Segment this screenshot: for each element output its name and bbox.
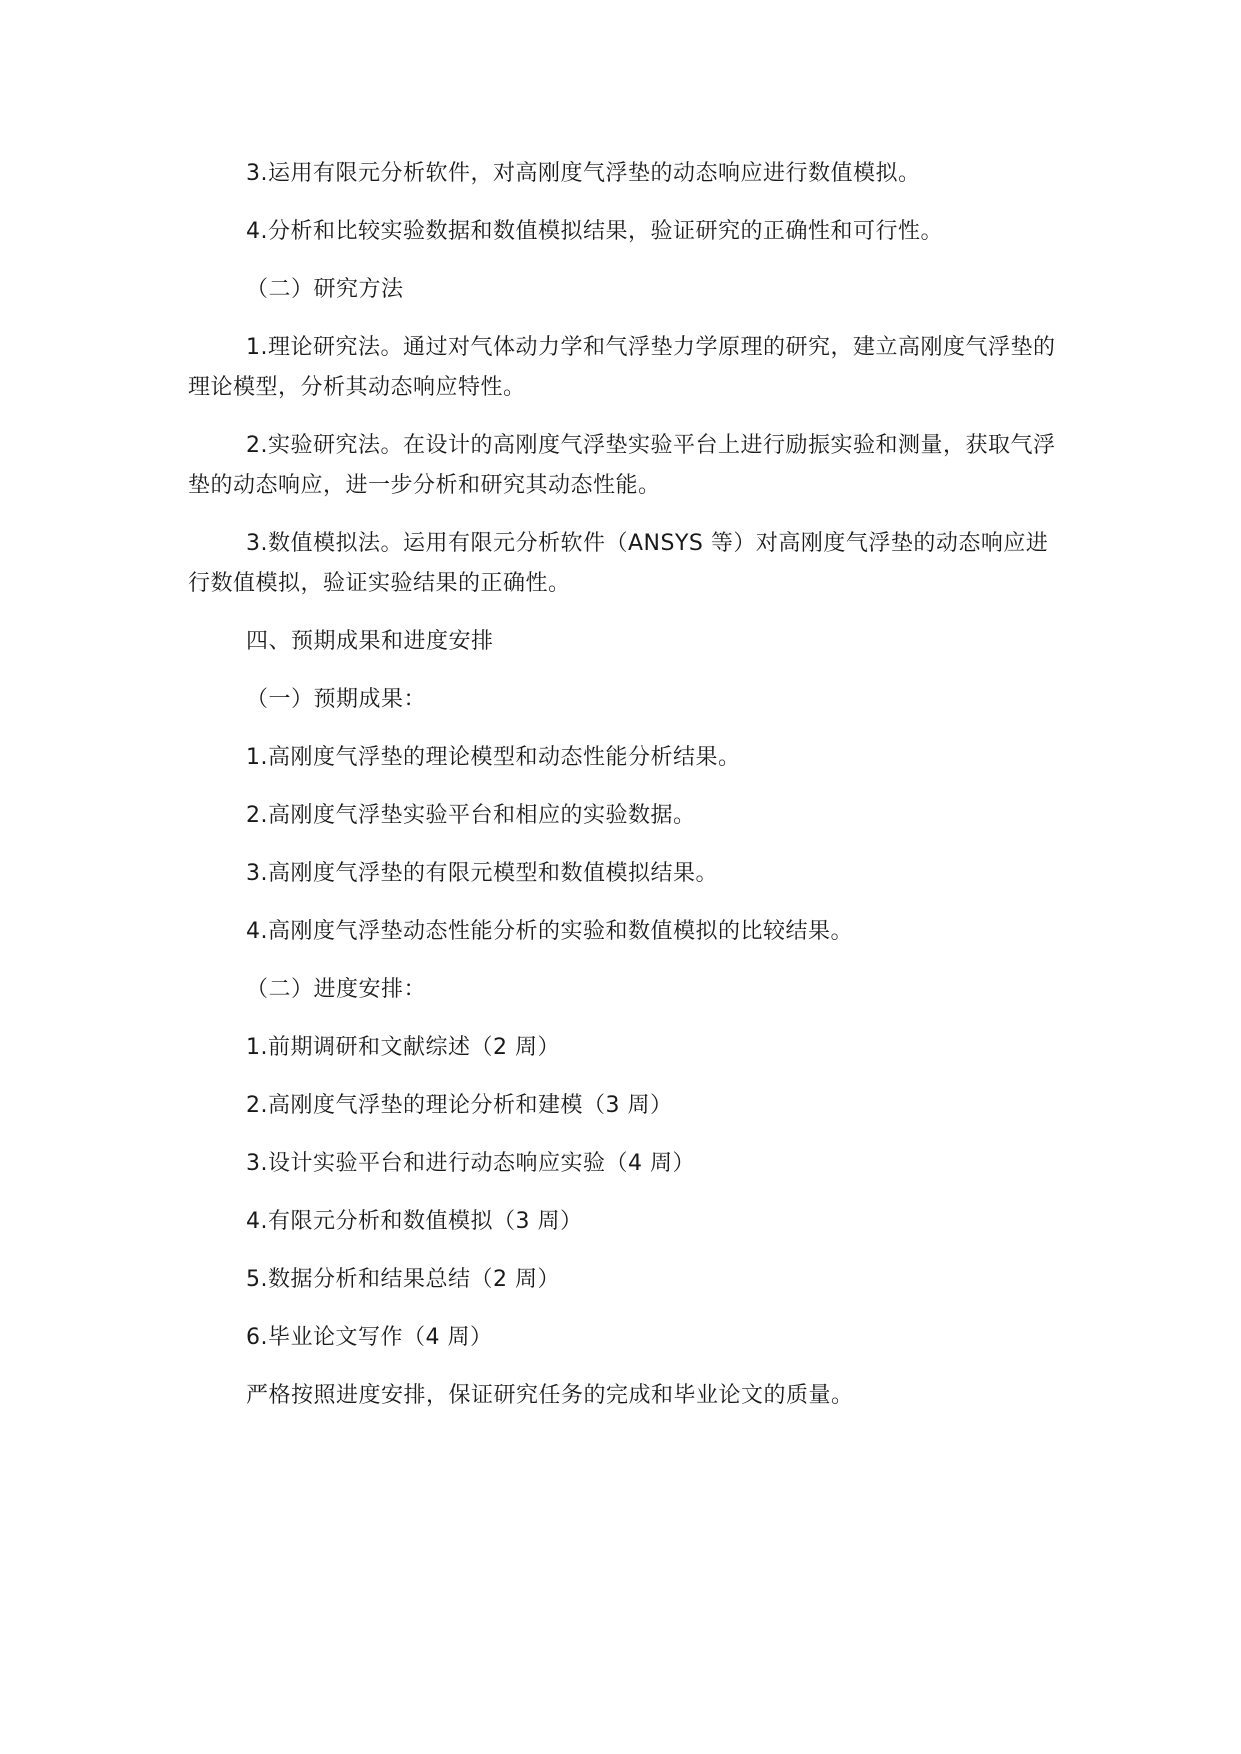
section-heading-expected-outcomes: （一）预期成果：	[246, 687, 427, 712]
paragraph-theory-method: 1.理论研究法。通过对气体动力学和气浮垫力学原理的研究，建立高刚度气浮垫的理论模型，分析其动态响应特性。	[188, 335, 1056, 400]
list-item-schedule-1: 1.前期调研和文献综述（2 周）	[246, 1035, 560, 1060]
chapter-heading-outcomes-schedule: 四、预期成果和进度安排	[246, 629, 494, 654]
list-item-outcome-4: 4.高刚度气浮垫动态性能分析的实验和数值模拟的比较结果。	[246, 919, 853, 944]
list-item-outcome-1: 1.高刚度气浮垫的理论模型和动态性能分析结果。	[246, 745, 741, 770]
list-item-schedule-5: 5.数据分析和结果总结（2 周）	[246, 1267, 560, 1292]
list-item-outcome-3: 3.高刚度气浮垫的有限元模型和数值模拟结果。	[246, 861, 718, 886]
paragraph-method-3: 3.运用有限元分析软件，对高刚度气浮垫的动态响应进行数值模拟。	[246, 161, 921, 186]
list-item-schedule-6: 6.毕业论文写作（4 周）	[246, 1325, 493, 1350]
closing-paragraph: 严格按照进度安排，保证研究任务的完成和毕业论文的质量。	[246, 1383, 854, 1408]
section-heading-research-methods: （二）研究方法	[246, 277, 404, 302]
list-item-outcome-2: 2.高刚度气浮垫实验平台和相应的实验数据。	[246, 803, 696, 828]
list-item-schedule-3: 3.设计实验平台和进行动态响应实验（4 周）	[246, 1151, 695, 1176]
paragraph-method-4: 4.分析和比较实验数据和数值模拟结果，验证研究的正确性和可行性。	[246, 219, 943, 244]
paragraph-numerical-method: 3.数值模拟法。运用有限元分析软件（ANSYS 等）对高刚度气浮垫的动态响应进行数值模拟，验证实验结果的正确性。	[188, 531, 1049, 596]
document-body	[188, 154, 1056, 1434]
section-heading-schedule: （二）进度安排：	[246, 977, 427, 1002]
list-item-schedule-2: 2.高刚度气浮垫的理论分析和建模（3 周）	[246, 1093, 673, 1118]
list-item-schedule-4: 4.有限元分析和数值模拟（3 周）	[246, 1209, 583, 1234]
paragraph-experiment-method: 2.实验研究法。在设计的高刚度气浮垫实验平台上进行励振实验和测量，获取气浮垫的动态响应，进一步分析和研究其动态性能。	[188, 433, 1056, 498]
